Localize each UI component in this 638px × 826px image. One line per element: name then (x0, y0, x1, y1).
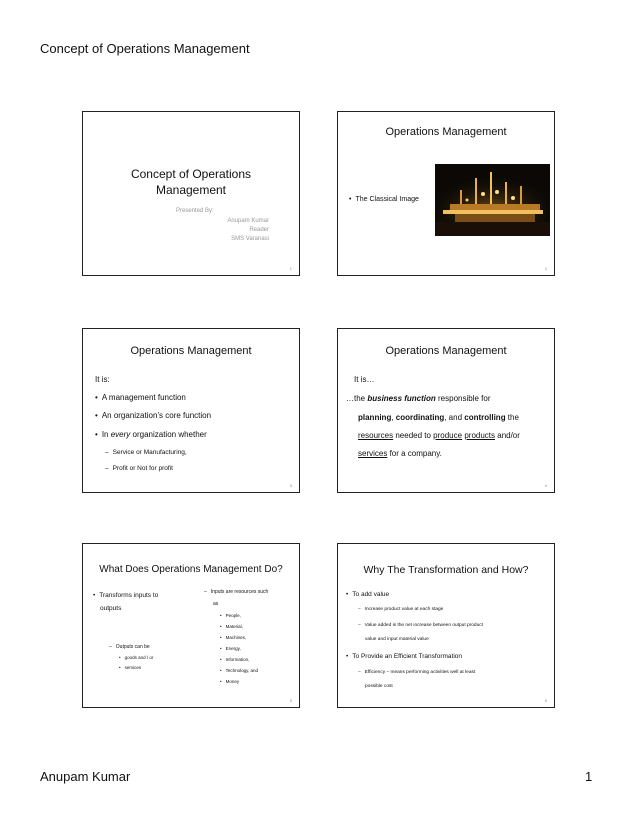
slide-5-input-4: • Energy, (220, 646, 241, 651)
slide-5-title: What Does Operations Management Do? (99, 564, 283, 575)
slide-3-bullet-3 (95, 430, 207, 439)
slide-4-l4-post: for a company. (387, 449, 442, 458)
slide-4-intro: It is… (354, 375, 375, 384)
slide-1-title-line1: Concept of Operations (130, 167, 252, 181)
slide-3-bullet-2: • An organization’s core function (95, 411, 211, 420)
slide-5-output-2: • services (119, 665, 141, 670)
slide-3-sub-2: – Profit or Not for profit (105, 465, 173, 472)
slide-4-l2-post: the (505, 413, 519, 422)
slide-2-number: 2 (544, 266, 547, 271)
slide-3-number: 3 (289, 483, 292, 488)
slide-3-bullet-1: • A management function (95, 393, 186, 402)
slide-5 (82, 543, 300, 708)
slide-1-title-line2: Management (155, 183, 227, 197)
slide-4-line-2 (358, 413, 519, 422)
slide-6 (337, 543, 555, 708)
footer-page-number: 1 (585, 769, 593, 784)
slide-5-left-bullet-l1: • Transforms inputs to (93, 592, 158, 599)
slide-4-coordinating: coordinating (395, 413, 445, 422)
slide-5-outputs-dash: – Outputs can be (109, 644, 150, 650)
slide-4-l1-pre: …the (346, 394, 368, 403)
slide-6-number: 6 (544, 698, 547, 703)
slide-3-b3-pre: In (101, 430, 111, 439)
slide-3-intro: It is: (95, 375, 110, 384)
slide-2-bullet: • The Classical Image (349, 196, 419, 203)
slide-3 (82, 328, 300, 493)
slide-5-input-3: • Machines, (220, 635, 246, 640)
slide-5-input-5: • Information, (220, 657, 249, 662)
slide-4-l2-sep1: , (391, 413, 396, 422)
page-header-title: Concept of Operations Management (40, 41, 250, 56)
slide-6-bullet-2: • To Provide an Efficient Transformation (346, 653, 462, 660)
slide-4-produce: produce (433, 431, 463, 440)
slide-4-l1-post: responsible for (435, 394, 491, 403)
slide-4-line-3 (358, 431, 520, 440)
slide-5-input-6: • Technology, and (220, 668, 258, 673)
slide-1-number: 1 (289, 266, 292, 271)
slide-2-title: Operations Management (385, 126, 507, 138)
slide-6-title: Why The Transformation and How? (363, 564, 529, 576)
slide-4-planning: planning (358, 413, 392, 422)
slide-5-input-2: • Material, (220, 624, 243, 629)
slide-4 (337, 328, 555, 493)
slide-4-line-4 (358, 449, 442, 458)
slide-6-bullet-1: • To add value (346, 591, 389, 598)
slide-1-presented-by: Presented By: (176, 208, 214, 214)
slide-5-input-7: • Money (220, 679, 239, 684)
slide-4-products: products (464, 431, 496, 440)
slide-1-presenter-name: Anupam Kumar (227, 218, 269, 224)
slide-5-input-1: • People, (220, 613, 241, 618)
slide-4-l1-bold: business function (367, 394, 436, 403)
slide-5-inputs-dash-l2: as (213, 601, 219, 607)
slide-4-title: Operations Management (385, 345, 507, 357)
slide-5-inputs-dash-l1: – Inputs are resources such (204, 589, 268, 595)
slide-4-services: services (358, 449, 388, 458)
slide-3-title: Operations Management (130, 345, 252, 357)
slide-5-number: 5 (289, 698, 292, 703)
slide-4-line-1 (346, 394, 491, 403)
slide-5-output-1: • goods and / or (119, 655, 153, 660)
slide-3-b3-post: organization whether (130, 430, 207, 439)
slide-1-presenter-role: Reader (249, 227, 269, 233)
slide-4-number: 4 (544, 483, 547, 488)
slide-4-resources: resources (358, 431, 394, 440)
slide-3-b3-em: every (110, 430, 131, 439)
slide-1-presenter-org: SMS Varanasi (231, 236, 269, 242)
slide-4-controlling: controlling (464, 413, 506, 422)
slide-3-sub-1: – Service or Manufacturing, (105, 449, 187, 456)
slide-5-left-bullet-l2: outputs (100, 605, 122, 612)
slide-1 (82, 111, 300, 276)
slide-6-b2-sub-l2: possible cost (365, 684, 393, 689)
slide-6-b2-sub-l1: – Efficiency – means performing activities well at least (358, 670, 475, 675)
slide-6-b1-sub-1: – Increase product value at each stage (358, 607, 443, 612)
slide-6-b1-sub-2-l2: value and input material value (365, 637, 429, 642)
refinery-night-photo (435, 164, 550, 236)
slide-2 (337, 111, 555, 276)
footer-author: Anupam Kumar (40, 769, 131, 784)
slide-4-l3-mid1: needed to (393, 431, 434, 440)
slide-6-b1-sub-2-l1: – Value added is the net increase between output product (358, 623, 483, 628)
slide-4-l2-sep2: , and (444, 413, 465, 422)
slide-4-l3-post: and/or (495, 431, 520, 440)
